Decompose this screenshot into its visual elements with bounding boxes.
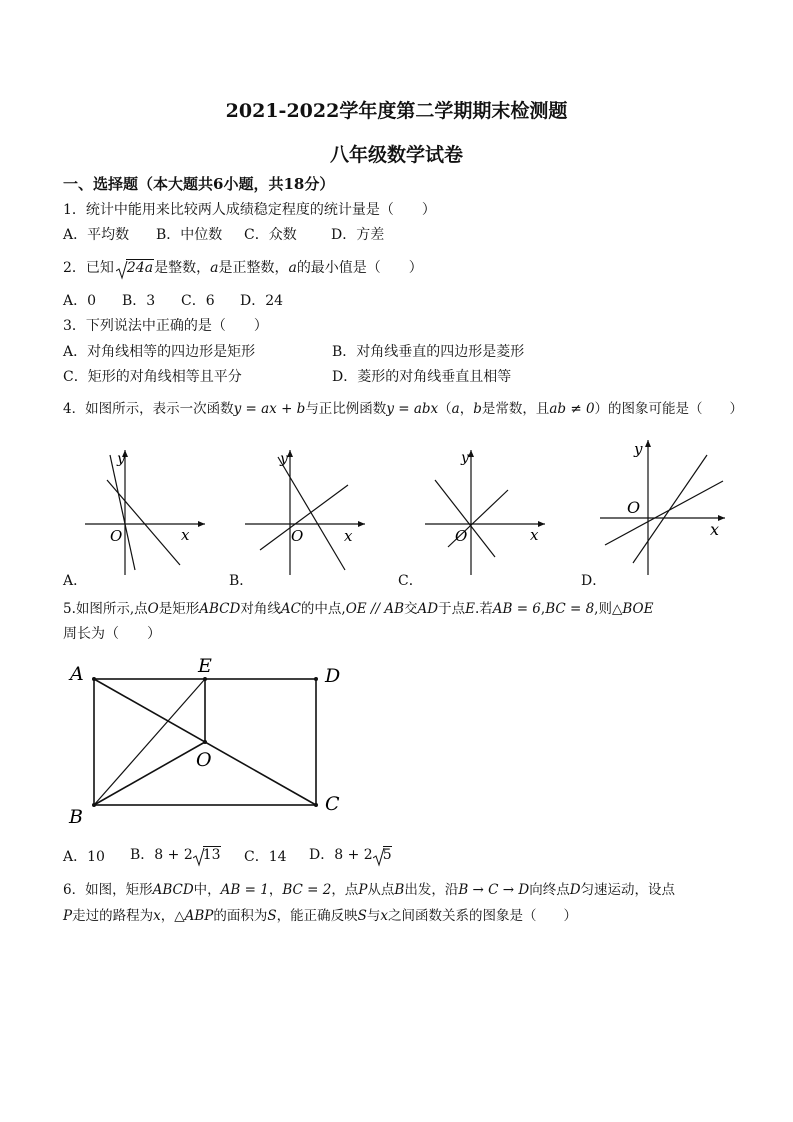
- q5-rect-abcd: ABCD: [199, 601, 241, 617]
- axis-y-label: y: [117, 451, 125, 467]
- q4-text-6: ）的图象可能是（ ）: [594, 401, 744, 417]
- q2-var-a2: a: [288, 260, 297, 276]
- q6-var-x2: x: [380, 908, 388, 924]
- vertex-d-label: D: [325, 665, 341, 687]
- q4-text-3: （: [438, 401, 452, 417]
- q6-text-13: 与: [366, 908, 381, 924]
- q6-rect-abcd: ABCD: [152, 882, 194, 898]
- q6-var-s: S: [267, 908, 277, 924]
- q5-text-7: .若: [474, 601, 493, 617]
- q6-text-9: 走过的路程为: [72, 908, 154, 924]
- q4-proportional-function: y = abx: [386, 401, 439, 417]
- q3-stem: 3．下列说法中正确的是（ ）: [63, 318, 268, 334]
- q6-text-1: 6．如图，矩形: [63, 882, 153, 898]
- axis-x-label: x: [344, 527, 353, 545]
- q2-option-b: B．3: [122, 293, 156, 309]
- vertex-b-label: B: [69, 806, 83, 828]
- q5-option-b: [130, 844, 221, 864]
- q6-var-s2: S: [357, 908, 367, 924]
- axis-x-label: x: [181, 526, 190, 544]
- q5-parallel: OE // AB: [345, 601, 404, 617]
- q4-graph-a: [80, 445, 210, 580]
- q5-text-1: 5.如图所示,点: [63, 601, 148, 617]
- q5-option-a: A．10: [63, 849, 105, 865]
- q5-option-b-prefix: B．: [130, 847, 155, 863]
- axis-y-label: y: [634, 440, 643, 458]
- q5-text-8: ,: [540, 601, 546, 617]
- q6-text-12: ，能正确反映: [276, 908, 358, 924]
- q2-var-a: a: [210, 260, 219, 276]
- q6-text-14: 之间函数关系的图象是（ ）: [388, 908, 577, 924]
- q2-prefix: 2．已知: [63, 260, 114, 276]
- q2-radical: [116, 260, 154, 276]
- q4-var-b: b: [473, 401, 482, 417]
- axis-y-label: y: [280, 451, 288, 467]
- q5-segment-ac: AC: [280, 601, 301, 617]
- q6-text-10: ，△: [160, 908, 185, 924]
- q6-text-2: 中，: [193, 882, 221, 898]
- q1-option-b: B．中位数: [156, 227, 223, 243]
- exam-title: 2021-2022学年度第二学期期末检测题: [225, 100, 568, 122]
- q5-bc-value: BC = 8: [545, 601, 595, 617]
- point-o-label: O: [196, 749, 212, 771]
- q1-option-c: C．众数: [244, 227, 297, 243]
- q4-text-1: 4．如图所示，表示一次函数: [63, 401, 234, 417]
- q5-rectangle-figure: [60, 652, 360, 832]
- q5-text-3: 对角线: [240, 601, 281, 617]
- q2-radicand: 24a: [126, 260, 154, 276]
- q3-option-c: C．矩形的对角线相等且平分: [63, 369, 242, 385]
- q6-text-8: 匀速运动，设点: [580, 882, 676, 898]
- axis-y-label: y: [461, 450, 469, 466]
- q5-option-b-radical: [193, 847, 221, 863]
- q4-option-c: C．: [398, 573, 423, 589]
- q2-option-c: C．6: [181, 293, 215, 309]
- q1-option-d: D．方差: [331, 227, 385, 243]
- q5-text-9: ,则△: [594, 601, 623, 617]
- q6-text-5: 从点: [367, 882, 395, 898]
- q4-text-2: 与正比例函数: [305, 401, 387, 417]
- q5-stem-line1: [63, 597, 653, 617]
- q6-point-d: D: [569, 882, 581, 898]
- q5-point-e: E: [465, 601, 475, 617]
- q5-ab-value: AB = 6: [492, 601, 541, 617]
- q6-point-p2: P: [63, 908, 73, 924]
- q6-path: B → C → D: [458, 882, 530, 898]
- sqrt-sign-icon: [193, 847, 205, 867]
- vertex-c-label: C: [325, 793, 340, 815]
- q5-point-o: O: [147, 601, 159, 617]
- q2-suffix: 的最小值是（ ）: [296, 260, 423, 276]
- q4-linear-function: y = ax + b: [233, 401, 306, 417]
- q5-option-c: C．14: [244, 849, 287, 865]
- origin-label: O: [627, 498, 641, 517]
- q6-text-3: ，: [268, 882, 283, 898]
- origin-label: O: [291, 527, 304, 545]
- exam-subtitle: 八年级数学试卷: [329, 144, 463, 166]
- q5-option-d: [309, 844, 392, 864]
- q4-stem: [63, 397, 743, 417]
- vertex-a-label: A: [70, 663, 84, 685]
- q5-text-6: 于点: [438, 601, 466, 617]
- q1-stem: 1．统计中能用来比较两人成绩稳定程度的统计量是（ ）: [63, 202, 436, 218]
- q5-option-b-expr: 8 + 2: [154, 847, 193, 863]
- q6-point-b: B: [394, 882, 405, 898]
- q6-text-7: 向终点: [529, 882, 570, 898]
- q6-text-4: ，点: [331, 882, 359, 898]
- q4-graph-c: [420, 445, 550, 580]
- origin-label: O: [455, 527, 468, 545]
- q5-text-2: 是矩形: [158, 601, 200, 617]
- q4-text-4: ，: [459, 401, 474, 417]
- q6-var-x: x: [153, 908, 161, 924]
- q3-option-b: B．对角线垂直的四边形是菱形: [332, 344, 525, 360]
- q4-var-a: a: [451, 401, 460, 417]
- sqrt-sign-icon: [116, 260, 128, 280]
- section-heading: 一、选择题（本大题共6小题，共18分）: [63, 175, 335, 193]
- q4-graph-b: [240, 445, 370, 580]
- q2-mid: 是整数，: [154, 260, 211, 276]
- q5-text-4: 的中点,: [300, 601, 346, 617]
- q3-option-a: A．对角线相等的四边形是矩形: [63, 344, 256, 360]
- q4-option-b: B．: [229, 573, 254, 589]
- q6-text-6: 出发，沿: [404, 882, 459, 898]
- q2-mid2: 是正整数，: [218, 260, 289, 276]
- q4-graph-d: [595, 435, 730, 580]
- q5-option-d-prefix: D．: [309, 847, 335, 863]
- axis-x-label: x: [710, 520, 720, 539]
- q4-option-d: D．: [581, 573, 607, 589]
- sqrt-sign-icon: [373, 847, 385, 867]
- q2-option-d: D．24: [240, 293, 284, 309]
- q6-ab-value: AB = 1: [220, 882, 269, 898]
- q4-condition: ab ≠ 0: [549, 401, 595, 417]
- q5-option-d-radical: [373, 847, 392, 863]
- q5-stem-line2: 周长为（ ）: [63, 626, 161, 642]
- q2-stem: [63, 257, 423, 277]
- q4-option-a: A．: [63, 573, 88, 589]
- q6-stem-line2: [63, 904, 577, 924]
- q6-triangle-abp: ABP: [184, 908, 214, 924]
- q3-option-d: D．菱形的对角线垂直且相等: [332, 369, 512, 385]
- q5-option-d-radicand: 5: [382, 847, 392, 863]
- q6-text-11: 的面积为: [213, 908, 268, 924]
- q1-option-a: A．平均数: [63, 227, 130, 243]
- q5-option-b-radicand: 13: [202, 847, 221, 863]
- point-e-label: E: [198, 655, 212, 677]
- q6-stem-line1: [63, 878, 675, 898]
- q5-segment-ad: AD: [417, 601, 439, 617]
- axis-x-label: x: [530, 526, 539, 544]
- q2-option-a: A．0: [63, 293, 97, 309]
- q6-point-p: P: [358, 882, 368, 898]
- q5-triangle-boe: BOE: [622, 601, 654, 617]
- q5-option-d-expr: 8 + 2: [334, 847, 373, 863]
- q6-bc-value: BC = 2: [282, 882, 332, 898]
- q5-text-5: 交: [404, 601, 418, 617]
- origin-label: O: [110, 527, 123, 545]
- q4-text-5: 是常数，且: [481, 401, 550, 417]
